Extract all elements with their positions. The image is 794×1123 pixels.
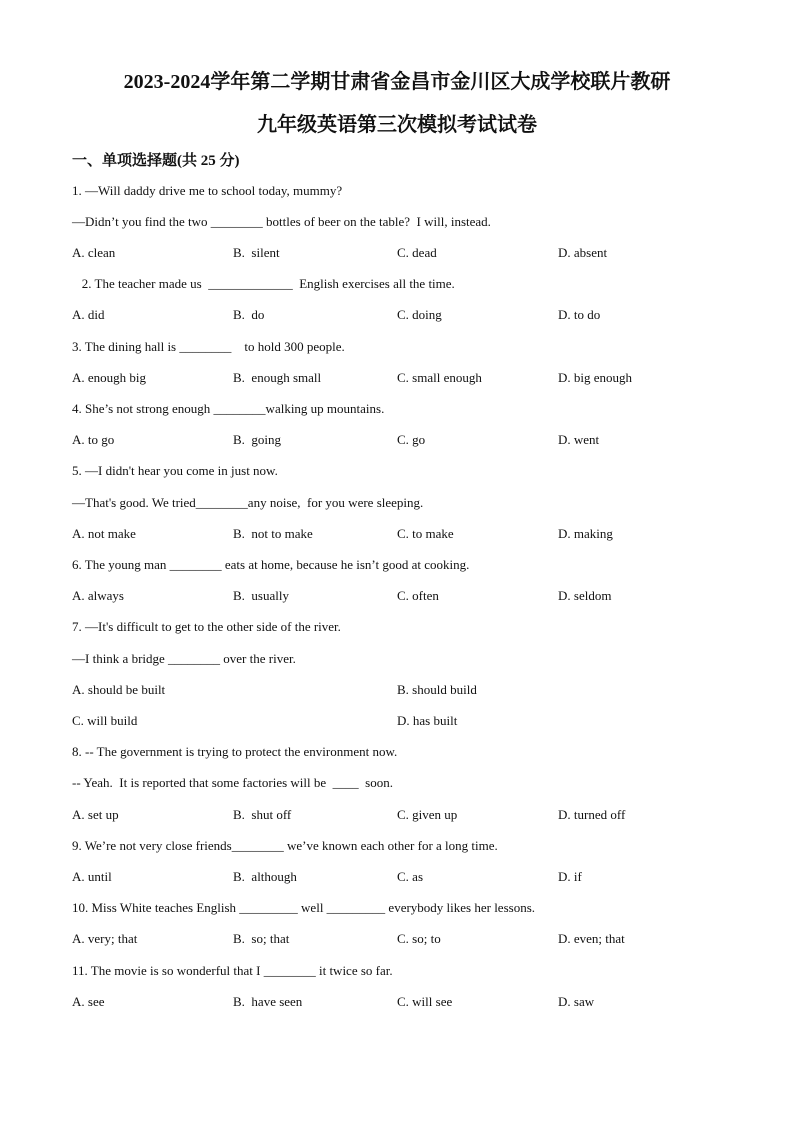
question-1-stem: 1. —Will daddy drive me to school today, mummy?: [72, 183, 343, 198]
option-b: B. should build: [397, 682, 477, 697]
option-d: D. if: [558, 869, 582, 884]
question-9-stem: 9. We’re not very close friends________ we’ve known each other for a long time.: [72, 838, 498, 853]
section-heading: 一、单项选择题(共 25 分): [72, 153, 240, 169]
option-c: C. will see: [397, 994, 453, 1009]
question-10-options: [0, 930, 794, 948]
option-d: D. to do: [558, 307, 601, 322]
question-5-options: [0, 525, 794, 543]
option-b: B. shut off: [233, 807, 292, 822]
question-2-stem: 2. The teacher made us _____________ English exercises all the time.: [72, 276, 455, 291]
option-d: D. making: [558, 526, 613, 541]
question-1-options: [0, 244, 794, 262]
option-d: D. turned off: [558, 807, 626, 822]
question-4-stem: 4. She’s not strong enough ________walking up mountains.: [72, 401, 385, 416]
question-11-options: [0, 993, 794, 1011]
option-c: C. doing: [397, 307, 442, 322]
question-2-options: [0, 306, 794, 324]
option-b: B. silent: [233, 245, 280, 260]
option-c: C. dead: [397, 245, 437, 260]
option-a: A. very; that: [72, 931, 138, 946]
option-b: B. have seen: [233, 994, 303, 1009]
option-b: B. do: [233, 307, 265, 322]
question-3-options: [0, 369, 794, 387]
option-d: D. big enough: [558, 370, 633, 385]
title-line-2: 九年级英语第三次模拟考试试卷: [257, 114, 537, 136]
question-7-options-row-1: [0, 681, 794, 699]
option-b: B. so; that: [233, 931, 290, 946]
option-d: D. seldom: [558, 588, 612, 603]
option-a: A. did: [72, 307, 105, 322]
question-1-reply: —Didn’t you find the two ________ bottles of beer on the table? I will, instead.: [72, 214, 491, 229]
option-a: A. not make: [72, 526, 136, 541]
question-8-reply: -- Yeah. It is reported that some factories will be ____ soon.: [72, 775, 393, 790]
option-a: A. until: [72, 869, 112, 884]
option-a: A. enough big: [72, 370, 147, 385]
option-a: A. set up: [72, 807, 119, 822]
option-d: D. saw: [558, 994, 595, 1009]
option-c: C. given up: [397, 807, 458, 822]
option-c: C. small enough: [397, 370, 482, 385]
option-b: B. not to make: [233, 526, 313, 541]
question-6-options: [0, 587, 794, 605]
option-a: A. see: [72, 994, 105, 1009]
option-b: B. usually: [233, 588, 289, 603]
option-d: D. even; that: [558, 931, 625, 946]
question-7-options-row-2: [0, 712, 794, 730]
question-11-stem: 11. The movie is so wonderful that I ________ it twice so far.: [72, 963, 393, 978]
question-8-stem: 8. -- The government is trying to protect the environment now.: [72, 744, 398, 759]
question-5-reply: —That's good. We tried________any noise, for you were sleeping.: [72, 495, 424, 510]
option-b: B. although: [233, 869, 297, 884]
question-7-stem: 7. —It's difficult to get to the other side of the river.: [72, 619, 341, 634]
option-c: C. go: [397, 432, 426, 447]
option-d: D. has built: [397, 713, 458, 728]
option-d: D. went: [558, 432, 600, 447]
question-7-reply: —I think a bridge ________ over the river.: [72, 651, 296, 666]
option-a: A. should be built: [72, 682, 166, 697]
question-8-options: [0, 806, 794, 824]
option-d: D. absent: [558, 245, 608, 260]
option-c: C. to make: [397, 526, 454, 541]
title-line-1: 2023-2024学年第二学期甘肃省金昌市金川区大成学校联片教研: [123, 71, 671, 93]
question-10-stem: 10. Miss White teaches English _________ well _________ everybody likes her lessons.: [72, 900, 536, 915]
option-c: C. often: [397, 588, 439, 603]
option-a: A. always: [72, 588, 124, 603]
question-4-options: [0, 431, 794, 449]
option-c: C. will build: [72, 713, 138, 728]
option-b: B. enough small: [233, 370, 322, 385]
question-3-stem: 3. The dining hall is ________ to hold 300 people.: [72, 339, 345, 354]
option-b: B. going: [233, 432, 282, 447]
option-c: C. so; to: [397, 931, 441, 946]
option-c: C. as: [397, 869, 423, 884]
question-9-options: [0, 868, 794, 886]
option-a: A. clean: [72, 245, 116, 260]
question-6-stem: 6. The young man ________ eats at home, because he isn’t good at cooking.: [72, 557, 470, 572]
question-5-stem: 5. —I didn't hear you come in just now.: [72, 463, 278, 478]
option-a: A. to go: [72, 432, 115, 447]
